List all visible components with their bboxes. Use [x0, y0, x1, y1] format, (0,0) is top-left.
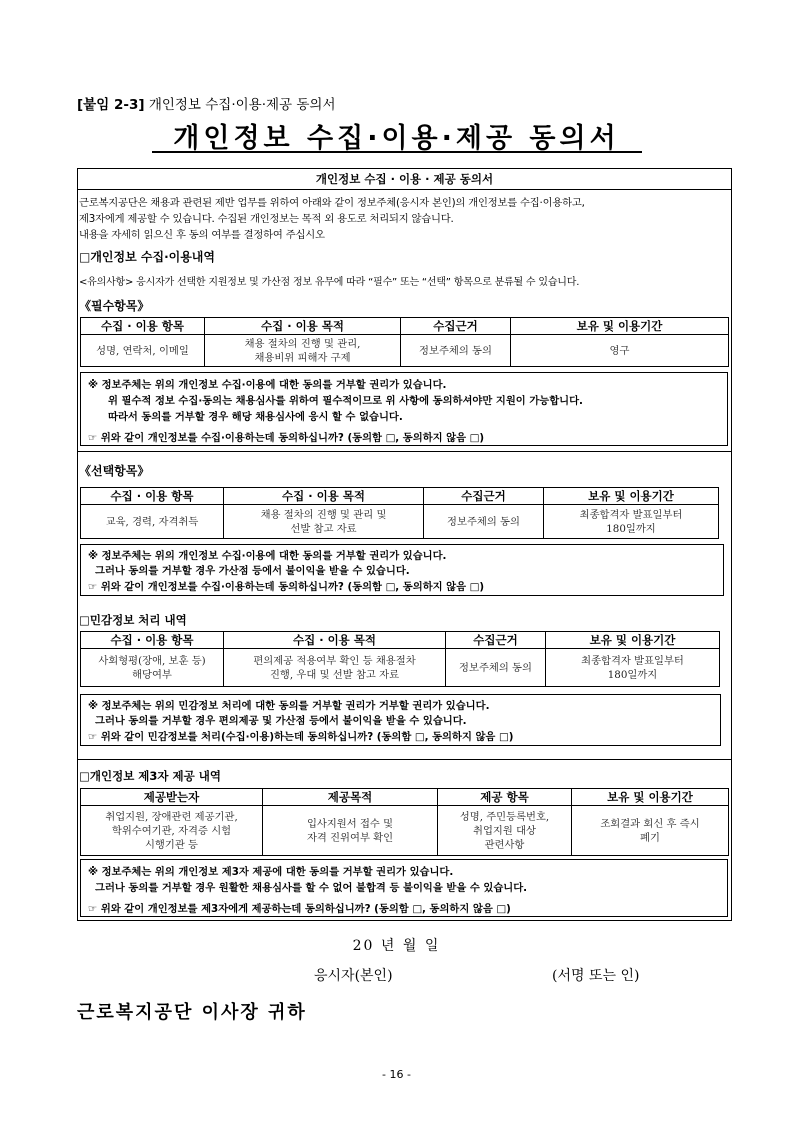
section-divider — [77, 451, 732, 452]
sensitive-heading: □민감정보 처리 내역 — [79, 613, 187, 627]
consent-question: ☞ 위와 같이 민감정보를 처리(수집·이용)하는데 동의하십니까? (동의함 □, 동의하지 않음 □) — [88, 731, 514, 743]
intro-line-1: 근로복지공단은 채용과 관련된 제반 업무를 위하여 아래와 같이 정보주체(응시자 본인)의 개인정보를 수집·이용하고, — [79, 197, 585, 209]
attachment-label — [77, 93, 336, 113]
column-header: 제공 항목 — [438, 789, 572, 806]
notice-line: 그러나 동의를 거부할 경우 편의제공 및 가산점 등에서 불이익을 받을 수 있습니다. — [95, 715, 467, 727]
column-header: 수집근거 — [401, 318, 511, 335]
table-header-row — [81, 789, 729, 806]
column-header: 수집근거 — [446, 632, 546, 649]
page-number: - 16 - — [382, 1068, 411, 1081]
table-row — [81, 806, 729, 856]
required-heading: 《필수항목》 — [79, 299, 150, 313]
table-cell: 정보주체의 동의 — [446, 649, 546, 687]
notice-line: 그러나 동의를 거부할 경우 원활한 채용심사를 할 수 없어 불합격 등 불이익을 받을 수 있습니다. — [95, 882, 528, 894]
required-table — [80, 317, 729, 367]
intro-line-3: 내용을 자세히 읽으신 후 동의 여부를 결정하여 주십시오 — [79, 229, 325, 241]
table-cell: 사회형평(장애, 보훈 등) 해당여부 — [81, 649, 224, 687]
table-cell: 채용 절차의 진행 및 관리 및 선발 참고 자료 — [224, 505, 424, 539]
addressee: 근로복지공단 이사장 귀하 — [77, 1002, 307, 1023]
form-header: 개인정보 수집 · 이용 · 제공 동의서 — [77, 168, 732, 190]
table-cell: 정보주체의 동의 — [401, 335, 511, 367]
optional-table — [80, 487, 719, 539]
attachment-caption: 개인정보 수집·이용·제공 동의서 — [148, 97, 336, 113]
date-line: 20 년 월 일 — [352, 938, 441, 954]
column-header: 보유 및 이용기간 — [511, 318, 729, 335]
column-header: 제공받는자 — [81, 789, 263, 806]
column-header: 수집근거 — [424, 488, 544, 505]
notice-line: ※ 정보주체는 위의 개인정보 수집·이용에 대한 동의를 거부할 권리가 있습니다. — [88, 379, 447, 391]
column-header: 제공목적 — [263, 789, 438, 806]
notice-line: ※ 정보주체는 위의 개인정보 수집·이용에 대한 동의를 거부할 권리가 있습니다. — [88, 550, 447, 562]
table-row — [81, 649, 720, 687]
table-cell: 성명, 연락처, 이메일 — [81, 335, 205, 367]
column-header: 수집 · 이용 항목 — [81, 318, 205, 335]
table-cell: 교육, 경력, 자격취득 — [81, 505, 224, 539]
required-notice — [80, 372, 728, 446]
column-header: 보유 및 이용기간 — [572, 789, 729, 806]
consent-question: ☞ 위와 같이 개인정보를 수집·이용하는데 동의하십니까? (동의함 □, 동의하지 않음 □) — [88, 581, 485, 593]
table-cell: 정보주체의 동의 — [424, 505, 544, 539]
optional-heading: 《선택항목》 — [79, 464, 150, 478]
caution-note: <유의사항> 응시자가 선택한 지원정보 및 가산점 정보 유무에 따라 “필수” 또는 “선택” 항목으로 분류될 수 있습니다. — [79, 277, 580, 288]
table-row — [81, 505, 719, 539]
column-header: 수집 · 이용 목적 — [224, 632, 446, 649]
column-header: 수집 · 이용 목적 — [205, 318, 401, 335]
document-title: 개인정보 수집·이용·제공 동의서 — [173, 123, 620, 154]
column-header: 보유 및 이용기간 — [544, 488, 719, 505]
notice-line: 위 필수적 정보 수집·동의는 채용심사를 위하여 필수적이므로 위 사항에 동의하셔야만 지원이 가능합니다. — [108, 395, 583, 407]
consent-question: ☞ 위와 같이 개인정보를 수집·이용하는데 동의하십니까? (동의함 □, 동의하지 않음 □) — [88, 432, 485, 444]
notice-line: ※ 정보주체는 위의 민감정보 처리에 대한 동의를 거부할 권리가 거부할 권리가 있습니다. — [88, 700, 490, 712]
column-header: 보유 및 이용기간 — [546, 632, 720, 649]
table-cell: 영구 — [511, 335, 729, 367]
sensitive-notice — [80, 694, 721, 746]
column-header: 수집 · 이용 항목 — [81, 632, 224, 649]
consent-question: ☞ 위와 같이 개인정보를 제3자에게 제공하는데 동의하십니까? (동의함 □, 동의하지 않음 □) — [88, 903, 511, 915]
table-header-row — [81, 488, 719, 505]
table-row — [81, 335, 729, 367]
applicant-label: 응시자(본인) — [314, 968, 393, 984]
third-party-table — [80, 788, 729, 856]
sensitive-table — [80, 631, 720, 687]
third-party-heading: □개인정보 제3자 제공 내역 — [79, 769, 221, 783]
table-cell: 최종합격자 발표일부터 180일까지 — [546, 649, 720, 687]
notice-line: 그러나 동의를 거부할 경우 가산점 등에서 불이익을 받을 수 있습니다. — [95, 565, 410, 577]
table-cell: 취업지원, 장애관련 제공기관, 학위수여기관, 자격증 시험 시행기관 등 — [81, 806, 263, 856]
table-cell: 채용 절차의 진행 및 관리, 채용비위 피해자 구제 — [205, 335, 401, 367]
table-cell: 최종합격자 발표일부터 180일까지 — [544, 505, 719, 539]
column-header: 수집 · 이용 목적 — [224, 488, 424, 505]
column-header: 수집 · 이용 항목 — [81, 488, 224, 505]
table-cell: 편의제공 적용여부 확인 등 채용절차 진행, 우대 및 선발 참고 자료 — [224, 649, 446, 687]
third-party-notice — [80, 859, 728, 917]
intro-line-2: 제3자에게 제공할 수 있습니다. 수집된 개인정보는 목적 외 용도로 처리되지 않습니다. — [79, 213, 454, 225]
attachment-number: [붙임 2-3] — [77, 97, 145, 113]
table-cell: 조회결과 회신 후 즉시 폐기 — [572, 806, 729, 856]
title-underline — [152, 151, 642, 153]
collection-heading: □개인정보 수집·이용내역 — [79, 250, 215, 264]
notice-line: 따라서 동의를 거부할 경우 해당 채용심사에 응시 할 수 없습니다. — [108, 411, 403, 423]
table-cell: 입사지원서 접수 및 자격 진위여부 확인 — [263, 806, 438, 856]
optional-notice — [80, 544, 724, 596]
notice-line: ※ 정보주체는 위의 개인정보 제3자 제공에 대한 동의를 거부할 권리가 있습니다. — [88, 866, 454, 878]
signature-label: (서명 또는 인) — [552, 968, 640, 984]
table-header-row — [81, 632, 720, 649]
section-divider — [77, 759, 732, 760]
table-cell: 성명, 주민등록번호, 취업지원 대상 관련사항 — [438, 806, 572, 856]
table-header-row — [81, 318, 729, 335]
